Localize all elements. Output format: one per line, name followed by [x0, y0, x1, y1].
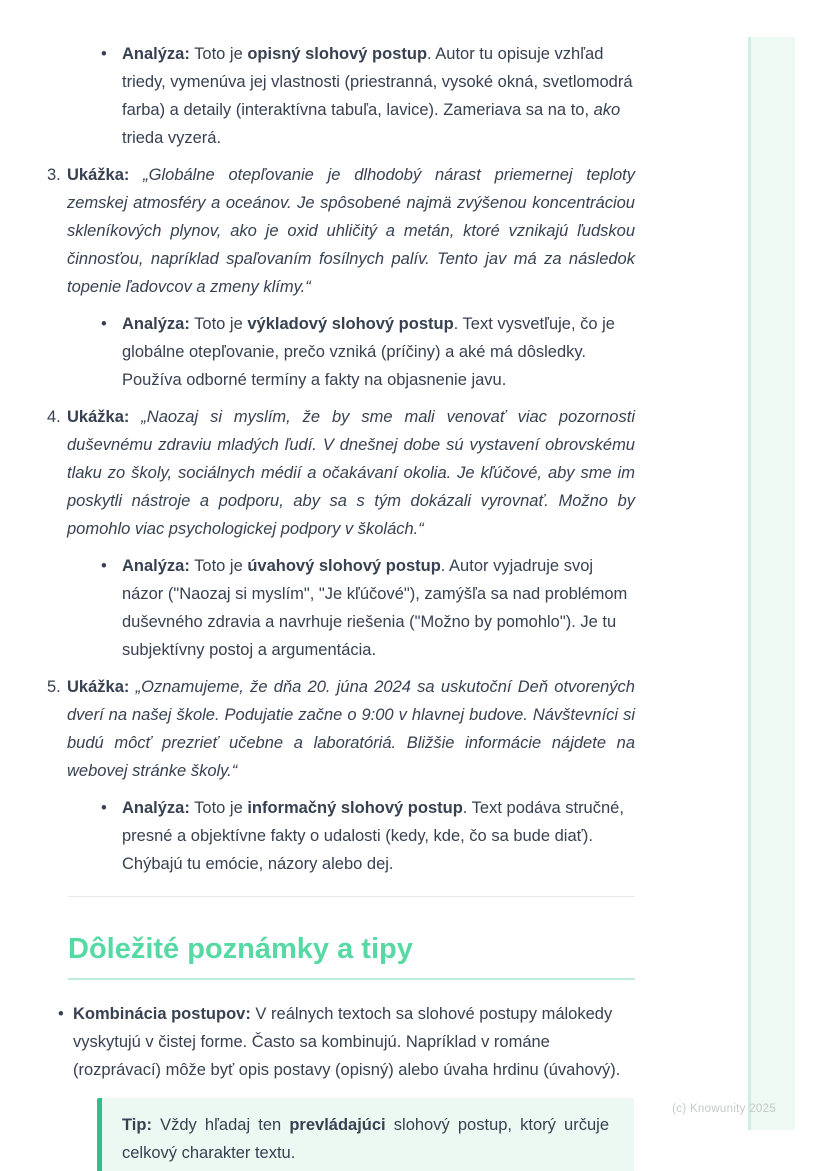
list-number: 5.: [47, 678, 61, 696]
example-text: Ukážka: „Oznamujeme, že dňa 20. júna 2024 sa uskutoční Deň otvorených dverí na našej škole. Podujatie začne o 9:00 v hlavnej budove. Návštevníci si budú môcť prezrieť učebne a laboratóriá. Bližšie informácie nájdete na webovej stránke školy.“: [67, 678, 635, 780]
tip-callout: [97, 1098, 634, 1171]
watermark: (c) Knowunity 2025: [672, 1103, 776, 1115]
document-content: [47, 40, 635, 1171]
page-edge-strip: [748, 37, 795, 1130]
bullet-marker: •: [101, 799, 107, 817]
example-text: Ukážka: „Naozaj si myslím, že by sme mali venovať viac pozornosti duševnému zdraviu mladých ľudí. V dnešnej dobe sú vystavení obrovskému tlaku zo školy, sociálnych médií a očakávaní okolia. Je kľúčové, aby sme im poskytli nástroje a podporu, aby sa s tým dokázali vyrovnať. Možno by pomohlo viac psychologickej podpory v školách.“: [67, 408, 635, 538]
bullet-marker: •: [58, 1005, 64, 1023]
notes-text: Kombinácia postupov: V reálnych textoch sa slohové postupy málokedy vyskytujú v čistej forme. Často sa kombinujú. Napríklad v románe (rozprávací) môže byť opis postavy (opisný) alebo úvaha hrdinu (úvahový).: [73, 1005, 621, 1079]
analysis-bullet-vykladovy: [101, 310, 635, 394]
bullet-marker: •: [101, 45, 107, 63]
analysis-text: Analýza: Toto je informačný slohový postup. Text podáva stručné, presné a objektívne fakty o udalosti (kedy, kde, čo sa bude diať). Chýbajú tu emócie, názory alebo dej.: [122, 799, 624, 873]
analysis-text: Analýza: Toto je opisný slohový postup. Autor tu opisuje vzhľad triedy, vymenúva jej vlastnosti (priestranná, vysoké okná, svetlomodrá farba) a detaily (interaktívna tabuľa, lavice). Zameriava sa na to, ako trieda vyzerá.: [122, 45, 633, 147]
example-item-3: [47, 161, 635, 301]
notes-bullet-kombinacia: [58, 1000, 635, 1084]
bullet-marker: •: [101, 315, 107, 333]
analysis-bullet-uvahovy: [101, 552, 635, 664]
analysis-bullet-informacny: [101, 794, 635, 878]
analysis-text: Analýza: Toto je úvahový slohový postup. Autor vyjadruje svoj názor ("Naozaj si myslím", "Je kľúčové"), zamýšľa sa nad problémom duševného zdravia a navrhuje riešenia ("Možno by pomohlo"). Je tu subjektívny postoj a argumentácia.: [122, 557, 628, 659]
bullet-marker: •: [101, 557, 107, 575]
example-item-5: [47, 673, 635, 785]
example-item-4: [47, 403, 635, 543]
section-heading: Dôležité poznámky a tipy: [68, 933, 635, 980]
analysis-bullet-opisny: [101, 40, 635, 152]
analysis-text: Analýza: Toto je výkladový slohový postup. Text vysvetľuje, čo je globálne otepľovanie, prečo vzniká (príčiny) a aké má dôsledky. Používa odborné termíny a fakty na objasnenie javu.: [122, 315, 615, 389]
section-divider: [68, 896, 635, 897]
tip-text: Tip: Vždy hľadaj ten prevládajúci slohový postup, ktorý určuje celkový charakter textu.: [122, 1116, 609, 1162]
list-number: 4.: [47, 408, 61, 426]
list-number: 3.: [47, 166, 61, 184]
example-text: Ukážka: „Globálne otepľovanie je dlhodobý nárast priemernej teploty zemskej atmosféry a oceánov. Je spôsobené najmä zvýšenou koncentráciou skleníkových plynov, ako je oxid uhličitý a metán, ktoré vznikajú ľudskou činnosťou, napríklad spaľovaním fosílnych palív. Tento jav má za následok topenie ľadovcov a zmeny klímy.“: [67, 166, 635, 296]
